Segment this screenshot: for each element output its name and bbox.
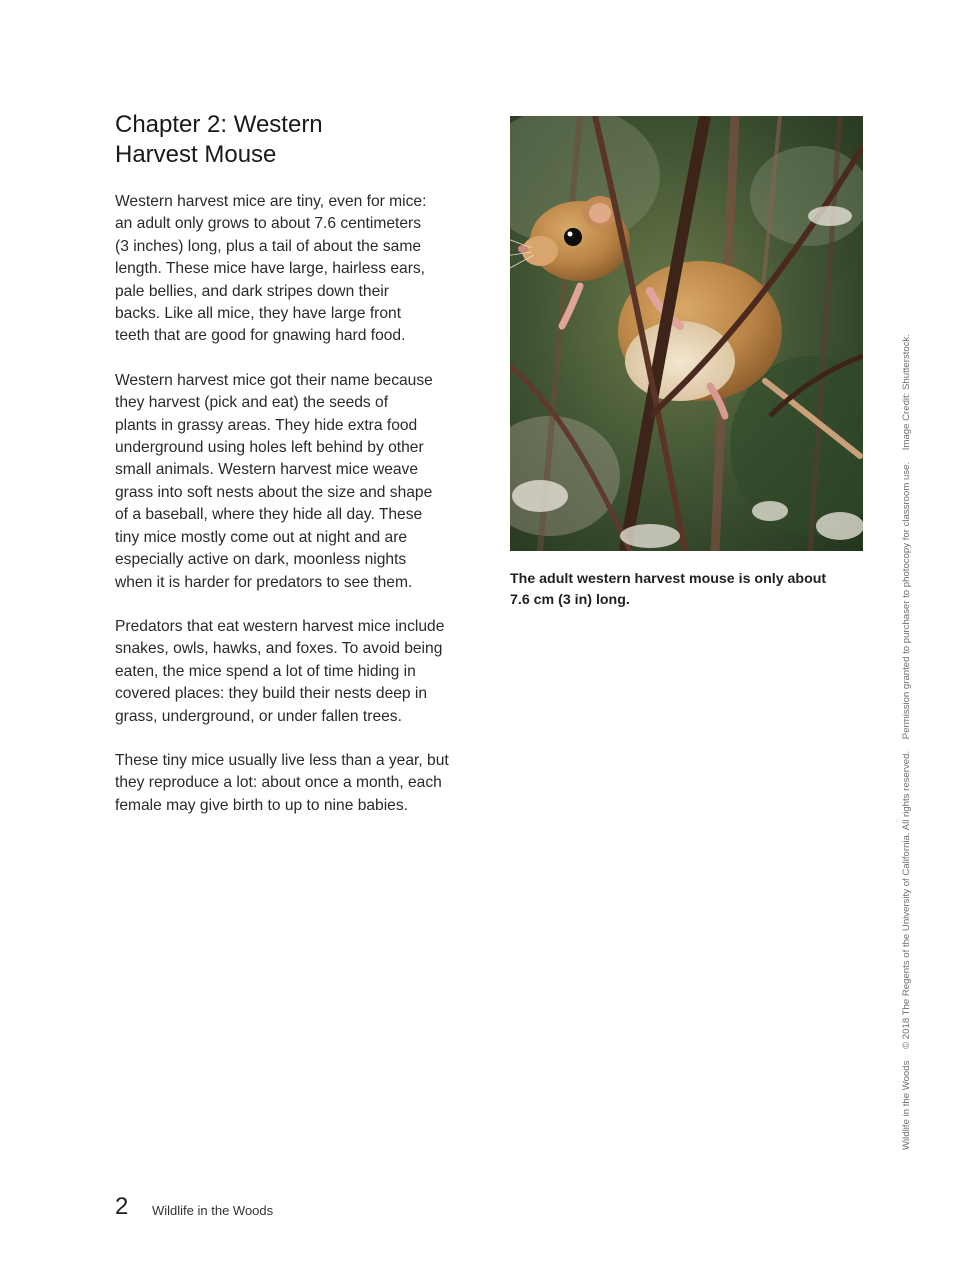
text-line: especially active on dark, moonless nights — [115, 551, 407, 569]
chapter-title — [115, 110, 445, 170]
caption-line: The adult western harvest mouse is only about — [510, 571, 827, 587]
text-line: grass, underground, or under fallen trees. — [115, 707, 402, 725]
paragraph-2 — [115, 370, 465, 594]
text-line: underground using holes left behind by other — [115, 439, 424, 457]
text-line: tiny mice mostly come out at night and are — [115, 528, 408, 546]
credit-image: Image Credit: Shutterstock. — [901, 333, 912, 451]
chapter-title-line: Harvest Mouse — [115, 141, 277, 168]
paragraph-1 — [115, 191, 465, 348]
text-line: Western harvest mice are tiny, even for mice: — [115, 193, 427, 210]
body-text — [115, 191, 465, 839]
harvest-mouse-illustration — [510, 116, 863, 551]
text-line: when it is harder for predators to see them. — [115, 573, 413, 591]
text-line: an adult only grows to about 7.6 centimeters — [115, 215, 421, 233]
photo-caption — [510, 569, 863, 611]
paragraph-4 — [115, 750, 465, 817]
text-line: Western harvest mice got their name because — [115, 371, 433, 389]
footer-book-title: Wildlife in the Woods — [152, 1203, 274, 1218]
text-line: of a baseball, where they hide all day. These — [115, 506, 423, 524]
text-line: they harvest (pick and eat) the seeds of — [115, 394, 389, 412]
credit-book-title: Wildlife in the Woods — [901, 1060, 912, 1150]
text-line: length. These mice have large, hairless ears, — [115, 260, 426, 278]
copyright-credits — [901, 325, 913, 1150]
credit-permission: Permission granted to purchaser to photocopy for classroom use. — [901, 461, 912, 740]
text-line: small animals. Western harvest mice weave — [115, 461, 419, 479]
chapter-title-line: Chapter 2: Western — [115, 111, 323, 138]
text-line: they reproduce a lot: about once a month, each — [115, 774, 442, 792]
text-line: covered places: they build their nests deep in — [115, 685, 428, 703]
credit-copyright: © 2018 The Regents of the University of California. All rights reserved. — [901, 750, 912, 1049]
text-line: plants in grassy areas. They hide extra food — [115, 416, 418, 434]
text-line: Predators that eat western harvest mice include — [115, 617, 445, 635]
text-line: backs. Like all mice, they have large front — [115, 305, 402, 323]
page-number: 2 — [115, 1193, 129, 1220]
paragraph-3 — [115, 616, 465, 728]
text-line: (3 inches) long, plus a tail of about the same — [115, 237, 421, 255]
text-line: pale bellies, and dark stripes down their — [115, 282, 389, 300]
text-line: snakes, owls, hawks, and foxes. To avoid being — [115, 640, 443, 658]
caption-line: 7.6 cm (3 in) long. — [510, 592, 630, 608]
text-line: teeth that are good for gnawing hard food. — [115, 327, 406, 345]
text-line: These tiny mice usually live less than a year, but — [115, 751, 449, 769]
harvest-mouse-photo — [510, 116, 863, 551]
text-line: female may give birth to up to nine babies. — [115, 796, 408, 814]
text-line: grass into soft nests about the size and shape — [115, 483, 433, 501]
text-line: eaten, the mice spend a lot of time hiding in — [115, 662, 416, 680]
